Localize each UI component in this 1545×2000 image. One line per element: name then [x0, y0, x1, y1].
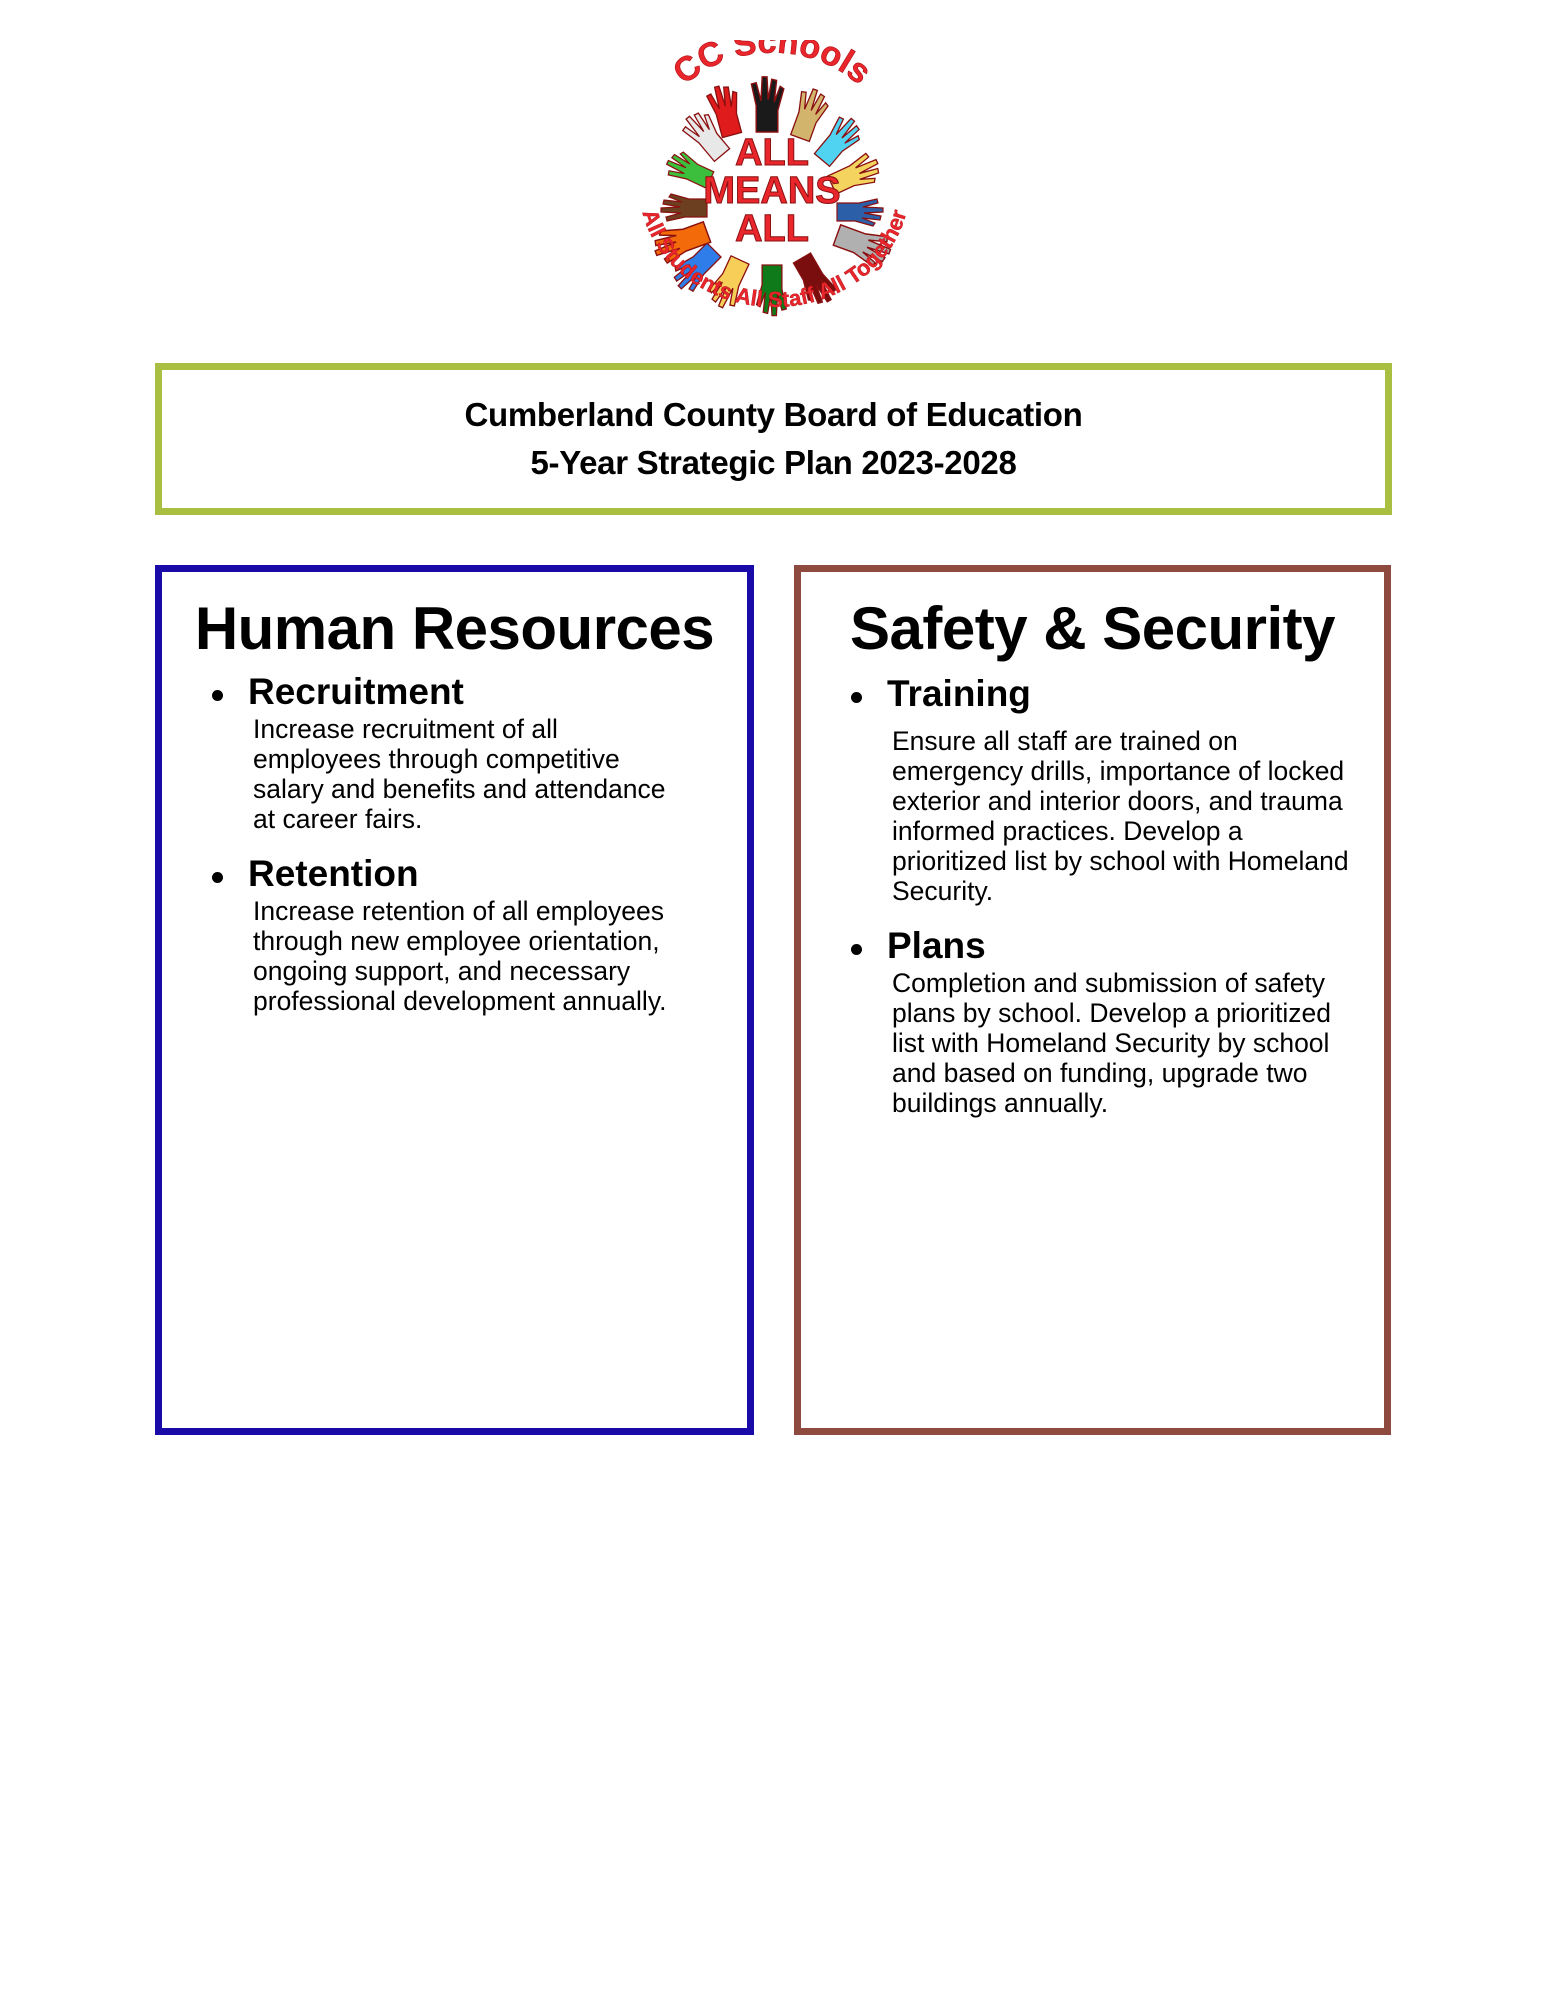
human-resources-panel — [155, 565, 754, 1435]
safety-security-panel — [794, 565, 1391, 1435]
goal-description: Increase retention of all employees through new employee orientation, ongoing support, and necessary professional development annually. — [253, 896, 667, 1016]
goal-title: Recruitment — [248, 671, 464, 712]
goal-list — [162, 670, 747, 1016]
board-name: Cumberland County Board of Education — [464, 396, 1083, 433]
bullet-icon — [212, 690, 223, 701]
panel-heading: Safety & Security — [849, 595, 1336, 662]
svg-text:ALL: ALL — [735, 132, 809, 174]
svg-text:MEANS: MEANS — [703, 170, 841, 212]
goal-title: Retention — [248, 853, 419, 894]
svg-text:ALL: ALL — [735, 208, 809, 250]
plan-title: 5-Year Strategic Plan 2023-2028 — [530, 444, 1017, 481]
hands-circle-icon — [622, 40, 922, 345]
bullet-icon — [851, 944, 862, 955]
goal-item-training — [801, 672, 1384, 906]
goal-list — [801, 672, 1384, 1118]
goal-item-plans — [801, 924, 1384, 1118]
goal-description: Ensure all staff are trained on emergency drills, importance of locked exterior and interior doors, and trauma informed practices. Develop a prioritized list by school with Homeland Security. — [892, 726, 1349, 906]
goal-item-retention — [162, 852, 747, 1016]
panel-heading: Human Resources — [194, 595, 715, 662]
svg-text:CC Schools: CC Schools — [666, 40, 879, 92]
bullet-icon — [851, 692, 862, 703]
svg-text:All Students All Staff All Tog: All Students All Staff All Together — [637, 206, 912, 313]
goal-description: Completion and submission of safety plans by school. Develop a prioritized list with Homeland Security by school and based on funding, upgrade two buildings annually. — [892, 968, 1331, 1118]
bullet-icon — [212, 872, 223, 883]
goal-item-recruitment — [162, 670, 747, 834]
plan-title-box — [155, 363, 1392, 515]
goal-description: Increase recruitment of all employees through competitive salary and benefits and attendance at career fairs. — [253, 714, 666, 834]
goal-title: Training — [887, 673, 1031, 714]
goal-title: Plans — [887, 925, 986, 966]
cc-schools-logo — [622, 40, 922, 345]
